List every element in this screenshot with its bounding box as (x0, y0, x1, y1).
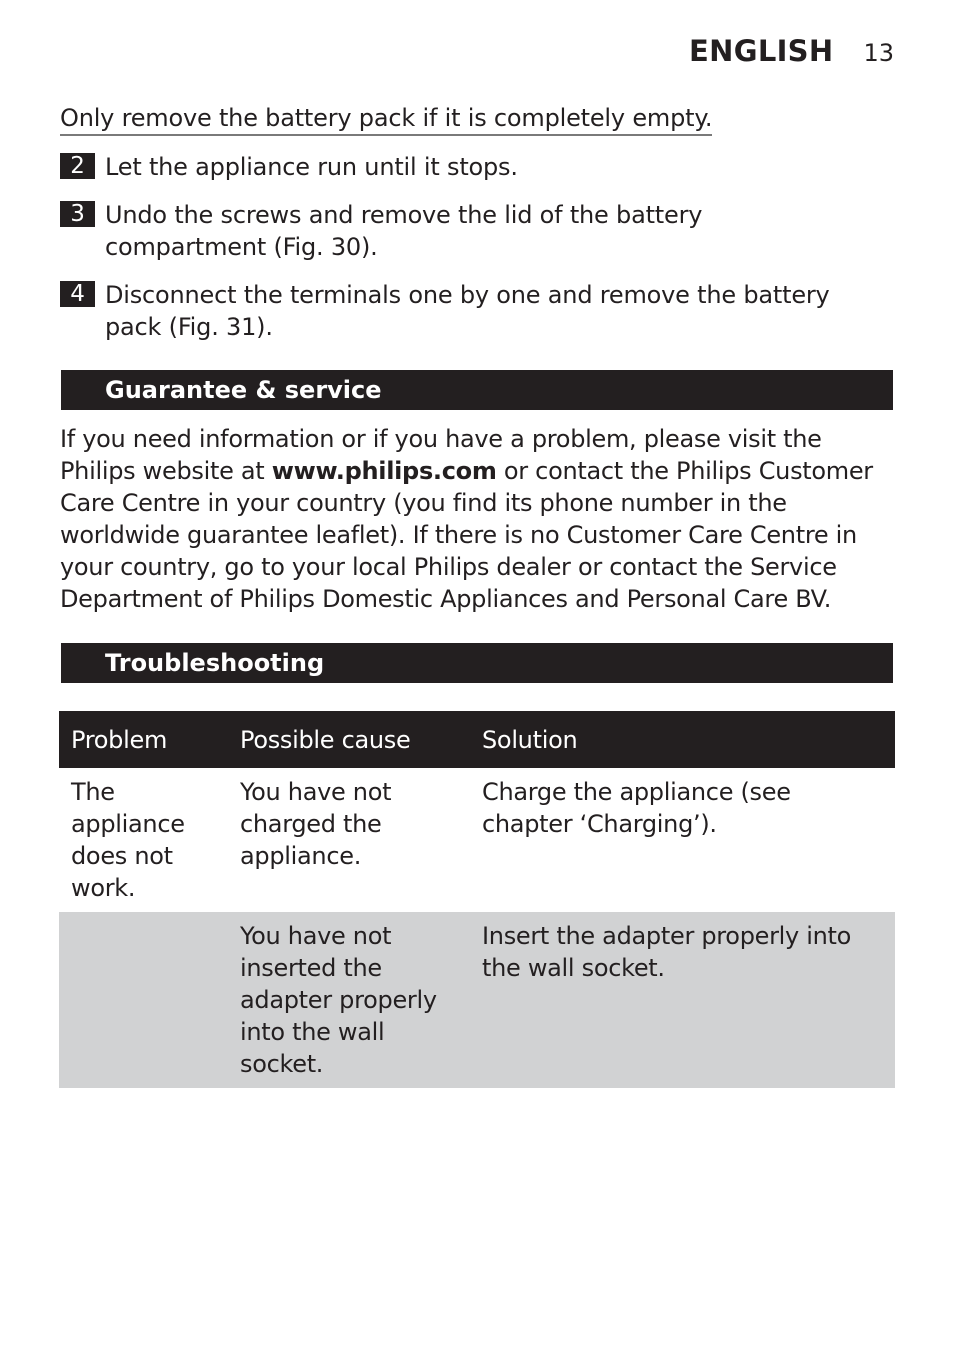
cause-cell: You have not inserted the adapter properly into the wall socket. (228, 912, 470, 1088)
philips-website-link[interactable]: www.philips.com (271, 457, 497, 485)
table-row (59, 912, 895, 1088)
guarantee-heading: Guarantee & service (61, 370, 893, 410)
solution-cell: Insert the adapter properly into the wall socket. (470, 912, 895, 1088)
problem-cell: The appliance does not work. (71, 778, 185, 902)
step-item (60, 279, 840, 343)
column-header-solution: Solution (470, 711, 895, 768)
step-text: Disconnect the terminals one by one and remove the battery pack (Fig. 31). (105, 281, 830, 341)
step-number: 4 (60, 281, 95, 307)
guarantee-paragraph (60, 423, 880, 615)
table-header-row (59, 711, 895, 768)
troubleshooting-heading: Troubleshooting (61, 643, 893, 683)
guarantee-text-end: or contact the Philips Customer Care Centre in your country (you find its phone number in the worldwide guarantee leaflet). If there is no Customer Care Centre in your country, go to your local Philips dealer or contact the Service Department of Philips Domestic Appliances and Personal Care BV. (60, 457, 873, 613)
page-header (689, 34, 894, 68)
battery-note: Only remove the battery pack if it is completely empty. (60, 102, 712, 136)
solution-cell: Charge the appliance (see chapter ‘Charging’). (482, 778, 791, 838)
step-number: 2 (60, 153, 95, 179)
guarantee-text-start: If you need information or if you have a problem, please visit the Philips website at (60, 425, 822, 485)
step-text: Undo the screws and remove the lid of the battery compartment (Fig. 30). (105, 201, 703, 261)
step-item (60, 199, 840, 263)
step-number: 3 (60, 201, 95, 227)
cause-cell: You have not charged the appliance. (240, 778, 392, 870)
table-row (59, 768, 895, 912)
language-label: ENGLISH (689, 34, 834, 68)
step-item (60, 151, 840, 183)
column-header-cause: Possible cause (228, 711, 470, 768)
troubleshooting-table (59, 711, 895, 1088)
step-text: Let the appliance run until it stops. (105, 153, 518, 181)
page-number: 13 (863, 39, 894, 67)
column-header-problem: Problem (59, 711, 228, 768)
problem-cell (59, 912, 228, 1088)
